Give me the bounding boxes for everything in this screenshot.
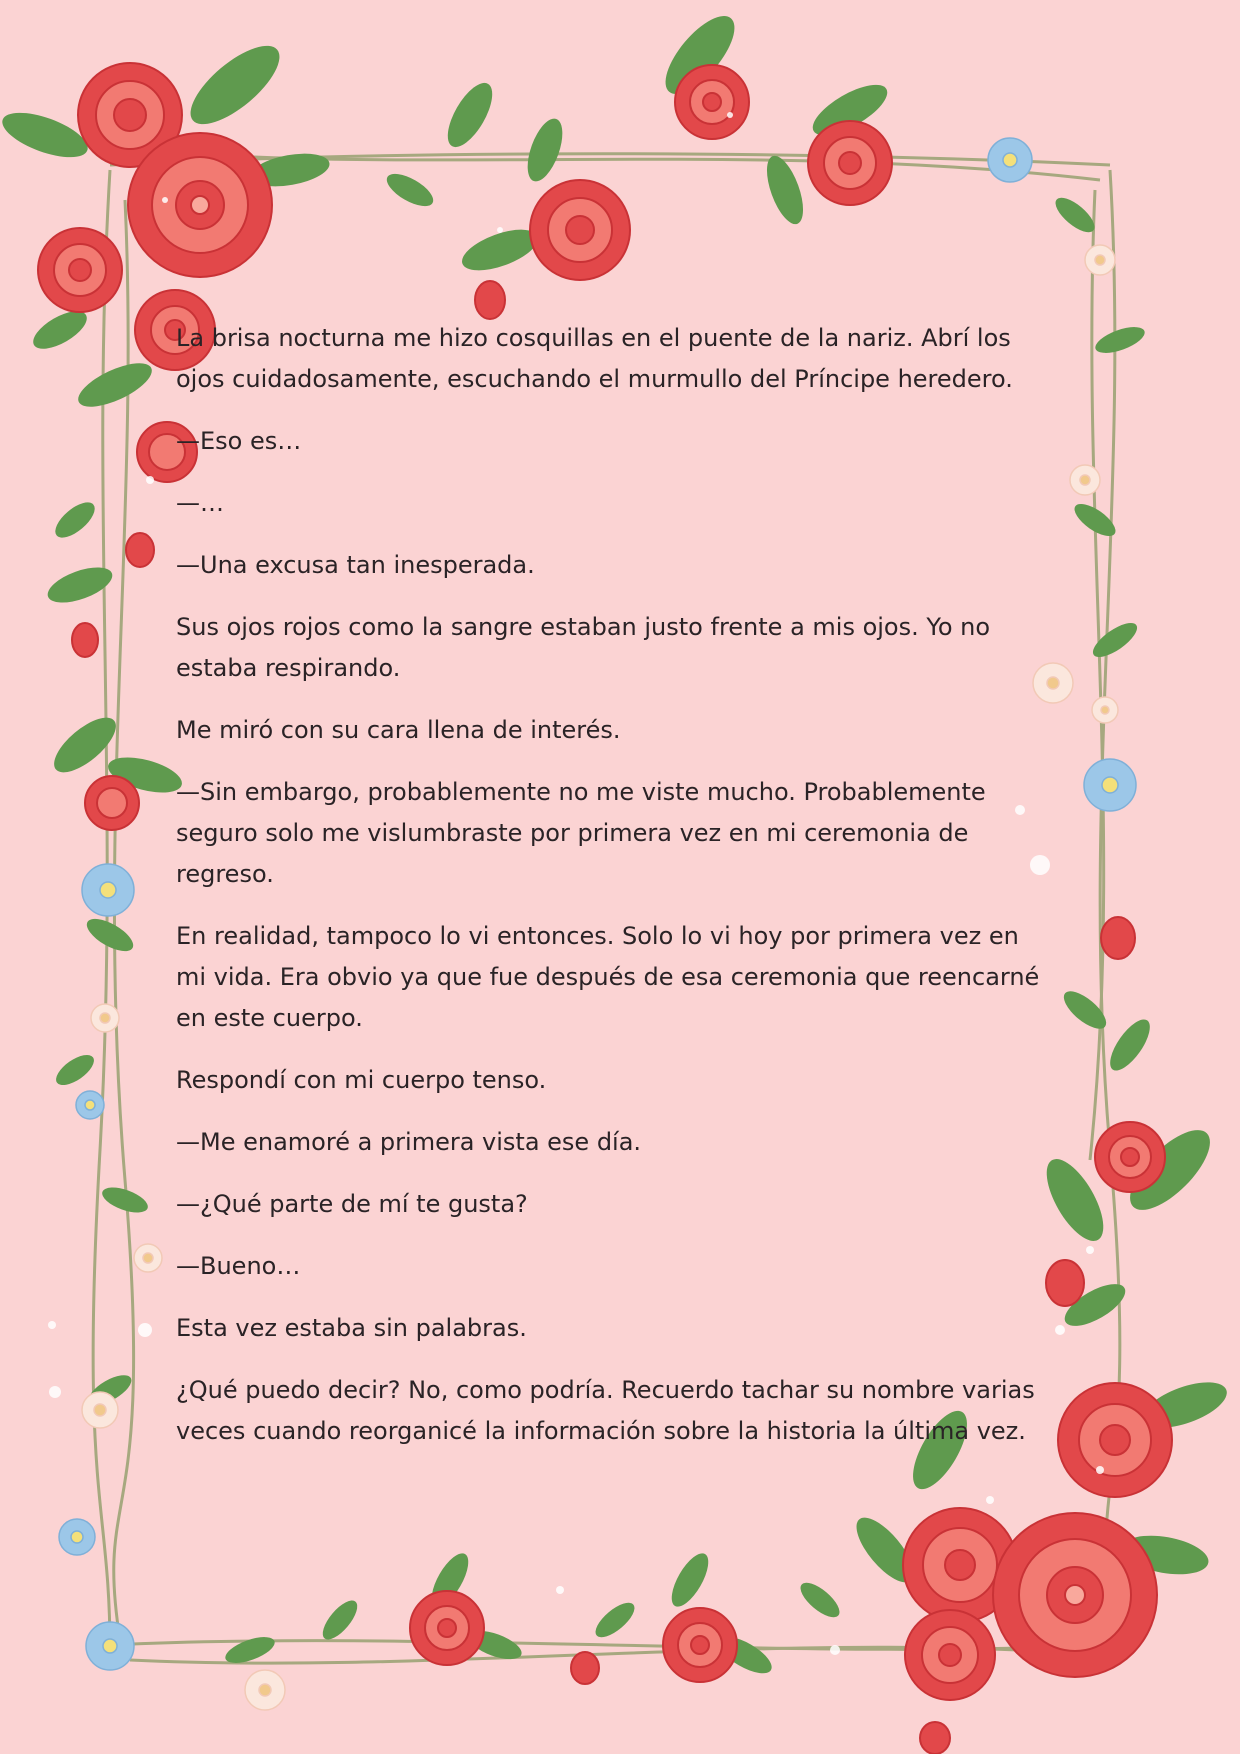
rose-icon [530, 180, 630, 280]
paragraph: —¿Qué parte de mí te gusta? [176, 1190, 528, 1218]
rose-bud-icon [571, 1652, 599, 1684]
paragraph: ¿Qué puedo decir? No, como podría. Recuerdo tachar su nombre varias veces cuando reorganicé la información sobre la historia la última vez. [176, 1376, 1035, 1445]
pale-blossom-icon [91, 1004, 119, 1032]
paragraph: —… [176, 489, 224, 517]
paragraph: —Una excusa tan inesperada. [176, 551, 535, 579]
paragraph: Sus ojos rojos como la sangre estaban justo frente a mis ojos. Yo no estaba respirando. [176, 613, 991, 682]
rose-icon [808, 121, 892, 205]
paragraph: —Sin embargo, probablemente no me viste mucho. Probablemente seguro solo me vislumbraste por primera vez en mi ceremonia de regreso. [176, 778, 986, 888]
pale-blossom-icon [134, 1244, 162, 1272]
paragraph: —Me enamoré a primera vista ese día. [176, 1128, 642, 1156]
rose-icon [663, 1608, 737, 1682]
rose-bud-icon [1101, 917, 1135, 959]
pale-blossom-icon [1085, 245, 1115, 275]
blue-flower-icon [1084, 759, 1136, 811]
rose-icon [675, 65, 749, 139]
rose-bud-icon [475, 281, 505, 319]
blue-flower-icon [82, 864, 134, 916]
rose-icon [905, 1610, 995, 1700]
paragraph: Respondí con mi cuerpo tenso. [176, 1066, 547, 1094]
pale-blossom-icon [1092, 697, 1118, 723]
blue-flower-icon [76, 1091, 104, 1119]
roses [38, 63, 1172, 1754]
blue-flower-icon [988, 138, 1032, 182]
rose-bud-icon [72, 623, 98, 657]
paragraph: En realidad, tampoco lo vi entonces. Solo lo vi hoy por primera vez en mi vida. Era obvio ya que fue después de esa ceremonia que reencarné en este cuerpo. [176, 922, 1040, 1032]
rose-icon [410, 1591, 484, 1665]
paragraph: La brisa nocturna me hizo cosquillas en el puente de la nariz. Abrí los ojos cuidadosamente, escuchando el murmullo del Príncipe heredero. [176, 324, 1013, 393]
pale-blossom-icon [82, 1392, 118, 1428]
rose-icon [38, 228, 122, 312]
rose-icon [85, 776, 139, 830]
pale-blossom-icon [245, 1670, 285, 1710]
paragraph: —Bueno… [176, 1252, 301, 1280]
rose-bud-icon [126, 533, 154, 567]
rose-icon [128, 133, 272, 277]
paragraph: —Eso es… [176, 427, 302, 455]
rose-icon [1095, 1122, 1165, 1192]
blue-flower-icon [59, 1519, 95, 1555]
rose-icon [1058, 1383, 1172, 1497]
blue-flower-icon [86, 1622, 134, 1670]
paragraph: Me miró con su cara llena de interés. [176, 716, 621, 744]
rose-icon [993, 1513, 1157, 1677]
rose-bud-icon [920, 1722, 950, 1754]
paragraph: Esta vez estaba sin palabras. [176, 1314, 527, 1342]
pale-blossom-icon [1070, 465, 1100, 495]
